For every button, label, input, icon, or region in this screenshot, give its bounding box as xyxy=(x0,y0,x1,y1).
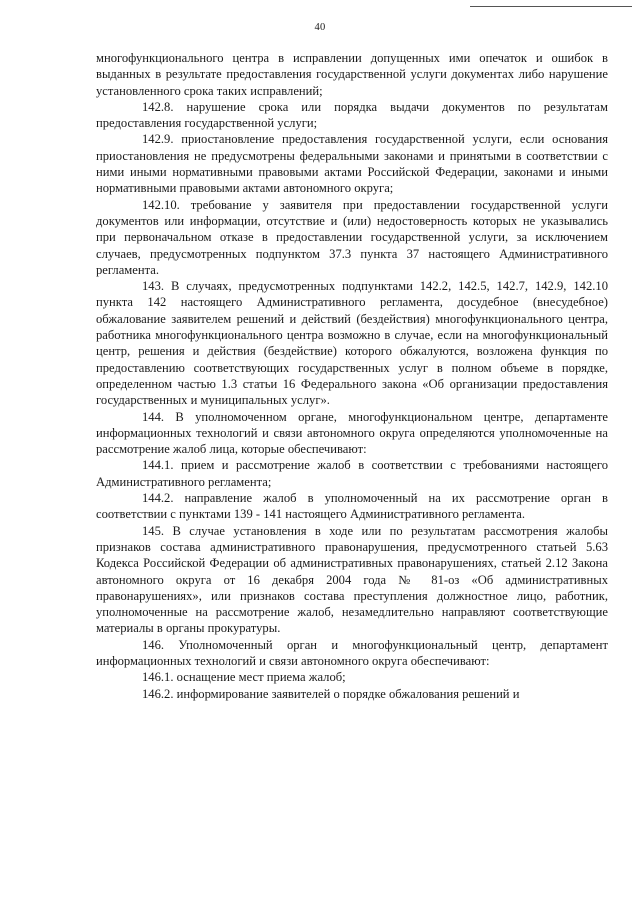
paragraph-142-8: 142.8. нарушение срока или порядка выдачи документов по результатам предоставления государственной услуги; xyxy=(96,99,608,131)
paragraph-146-1: 146.1. оснащение мест приема жалоб; xyxy=(142,670,346,685)
paragraph-145: 145. В случае установления в ходе или по результатам рассмотрения жалобы признаков состава административного правонарушения, предусмотренного статьей 5.63 Кодекса Российской Федерации об административных правонарушениях, статьей 2.12 Закона автономного округа от 16 декабря 2004 года № 81-оз «Об административных правонарушениях», или признаков состава преступления должностное лицо, работник, уполномоченные на рассмотрение жалоб, незамедлительно направляют соответствующие материалы в органы прокуратуры. xyxy=(96,523,608,636)
document-body xyxy=(96,50,608,702)
paragraph-144: 144. В уполномоченном органе, многофункциональном центре, департаменте информационных технологий и связи автономного округа определяются уполномоченные на рассмотрение жалоб лица, которые обеспечивают: xyxy=(96,409,608,457)
paragraph-142-9: 142.9. приостановление предоставления государственной услуги, если основания приостановления не предусмотрены федеральными законами и принятыми в соответствии с ними иными нормативными правовыми актами Российской Федерации, законами и иными нормативными правовыми актами автономного округа; xyxy=(96,132,608,196)
paragraph-146: 146. Уполномоченный орган и многофункциональный центр, департамент информационных технологий и связи автономного округа обеспечивают: xyxy=(96,637,608,668)
paragraph-144-2: 144.2. направление жалоб в уполномоченный на их рассмотрение орган в соответствии с пунктами 139 - 141 настоящего Административного регламента. xyxy=(96,491,608,522)
top-rule-line xyxy=(470,6,632,7)
paragraph-144-1: 144.1. прием и рассмотрение жалоб в соответствии с требованиями настоящего Административного регламента; xyxy=(96,458,608,489)
paragraph-143: 143. В случаях, предусмотренных подпунктами 142.2, 142.5, 142.7, 142.9, 142.10 пункта 142 настоящего Административного регламента, досудебное (внесудебное) обжалование заявителем решений и действий (бездействия) многофункционального центра, работника многофункционального центра возможно в случае, если на многофункциональный центр, решения и действия (бездействие) которого обжалуются, возложена функция по предоставлению соответствующих государственных услуг в полном объеме в порядке, определенном частью 1.3 статьи 16 Федерального закона «Об организации предоставления государственных и муниципальных услуг». xyxy=(96,279,608,408)
paragraph-142-10: 142.10. требование у заявителя при предоставлении государственной услуги документов или информации, отсутствие и (или) недостоверность которых не указывались при первоначальном отказе в предоставлении государственной услуги, за исключением случаев, предусмотренных подпунктом 37.3 пункта 37 настоящего Административного регламента. xyxy=(96,197,608,277)
paragraph-continuation: многофункционального центра в исправлении допущенных ими опечаток и ошибок в выданных в результате предоставления государственной услуги документах либо нарушение установленного срока таких исправлений; xyxy=(96,51,608,98)
page-number: 40 xyxy=(314,22,326,33)
paragraph-146-2: 146.2. информирование заявителей о порядке обжалования решений и xyxy=(142,686,520,701)
